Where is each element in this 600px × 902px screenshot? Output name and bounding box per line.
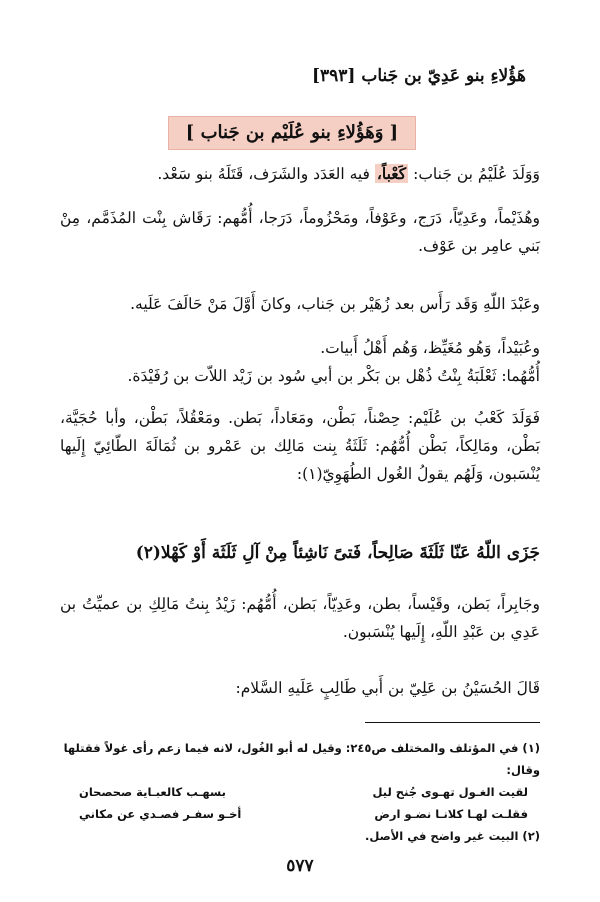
paragraph-1-post: فيه العَدَد والشَرَف، قَتَلَهُ بنو سَعْد. — [157, 165, 375, 183]
paragraph-3 — [60, 290, 540, 318]
footnote-2: (٢) البيت غير واضح في الأصل. — [364, 829, 540, 843]
paragraph-1 — [60, 160, 540, 188]
section-heading: [ وَهَؤُلاءِ بنو عُلَيْم بن جَناب ] — [168, 116, 416, 150]
paragraph-6 — [60, 590, 540, 646]
footnote-verse-2 — [55, 803, 540, 825]
paragraph-7 — [60, 674, 540, 702]
poem-line: جَزَى اللّهُ عَنّا ثَلَثَةَ صَالِحاً، فَتىً نَاشِئاً مِنْ آلِ ثَلَثَة أَوْ كَهْلا(٢) — [135, 543, 540, 563]
footnote-1: (١) في المؤتلف والمختلف ص٢٤٥: وقيل له أبو الغُول، لانه فيما زعم رأى غولاً فقتلها وقال: — [63, 741, 540, 777]
paragraph-4-line1: وعُبَيْداً، وَهُو مُغَيِّظ، وَهُم أَهْلُ أَبيات. — [320, 339, 540, 357]
paragraph-2-text: وهُذَيْماً، وعَدِيّاً، دَرَج، وعَوْفاً، ومَحْزُوماً، دَرَجا، أُمُّهم: رَقَاش بِنْت المُذَمَّم، مِنْ بَني عامِر بن عَوْف. — [60, 209, 540, 255]
paragraph-5-text: فَوَلَدَ كَعْبُ بن عُلَيْم: حِصْناً، بَطْن، ومَعَاداً، بَطن. ومَعْقُلاً، بَطْن، وأبا حُجَيَّة، بَطْن، ومَالِكاً، بَطْن أُمُّهُم: ثَلَثَةُ بِنت مَالِك بن عَمْرو بن ثُمَالَةَ الطّائِيّ إِلَيها يُنْسَبون، وَلَهُم يقولُ الغُول الطُهَوِيّ(١): — [60, 409, 540, 483]
footnote-rule — [365, 722, 540, 723]
page-number: ٥٧٧ — [286, 856, 314, 876]
paragraph-5 — [60, 404, 540, 488]
paragraph-6-text: وجَابِراً، بَطن، وقَيْساً، بطن، وعَدِيّاً، بَطن، أُمُّهُم: زَيْدُ بِنتُ مَالِكِ بن عميِّتُ بن عَدِي بن عَبْدِ اللّهِ، إِلَيها يُنْسَبون. — [60, 595, 540, 641]
footnote-verse-1-left: بسهـب كالعبـاية صحصحان — [79, 785, 226, 799]
running-head: هَؤُلاءِ بنو عَدِيّ بن جَناب [٣٩٣] — [311, 66, 526, 86]
paragraph-4-line2: أُمُّهُما: ثَعْلَبَةُ بِنْتُ ذُهْل بن بَكْر بن أبي سُود بن زَيْد اللاّت بن رُفَيْدَة. — [127, 367, 540, 385]
footnote-verse-1 — [55, 781, 540, 803]
footnotes — [55, 737, 540, 847]
paragraph-2 — [60, 204, 540, 260]
footnote-verse-2-left: أخـو سفـر فصـدي عن مكاني — [79, 807, 242, 821]
paragraph-1-pre: وَوَلَدَ عُلَيْمُ بن جَناب: — [408, 165, 540, 183]
paragraph-4 — [60, 334, 540, 390]
highlighted-name: كَعْباً، — [376, 164, 407, 183]
paragraph-3-text: وعَبْدَ اللّهِ وَقَد رَأَس بعد زُهَيْر بن جَناب، وكانَ أَوَّلَ مَنْ حَالَفَ عَلَيه. — [130, 295, 540, 313]
footnote-verse-1-right: لقيت الغـول تهـوى جُنح ليل — [372, 785, 528, 799]
footnote-verse-2-right: فقلـت لهـا كلانـا نضـو ارض — [374, 807, 528, 821]
paragraph-7-text: قَالَ الحُسَيْنُ بن عَلِيّ بن أَبي طَالِبٍ عَلَيهِ السَّلام: — [235, 679, 540, 697]
